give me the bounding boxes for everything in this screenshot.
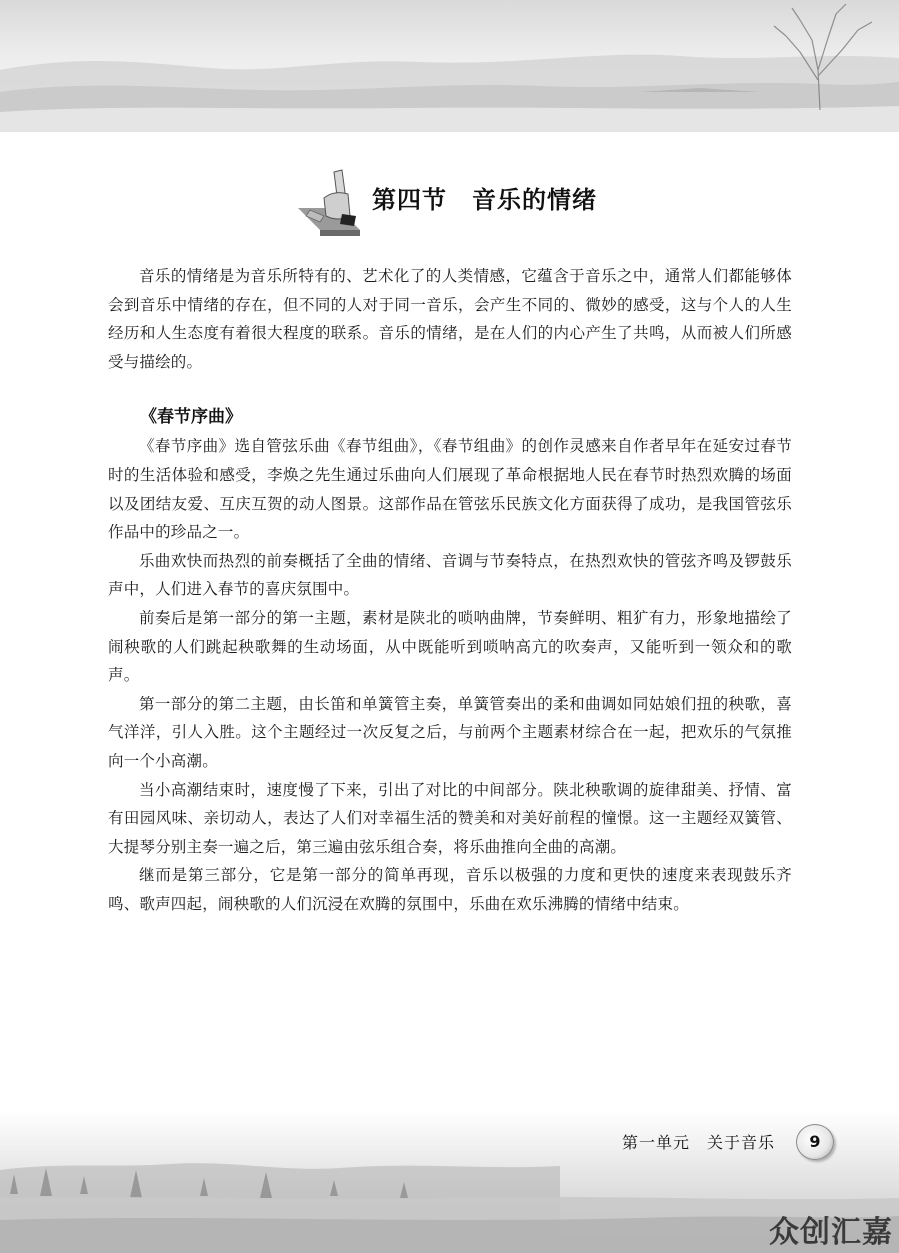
music-pointer-icon xyxy=(290,160,370,240)
body-paragraph: 当小高潮结束时，速度慢了下来，引出了对比的中间部分。陕北秧歌调的旋律甜美、抒情、富有田园风味、亲切动人，表达了人们对幸福生活的赞美和对美好前程的憧憬。这一主题经双簧管、大提琴分别主奏一遍之后，第三遍由弦乐组合奏，将乐曲推向全曲的高潮。 xyxy=(108,780,792,856)
page-title: 第四节 音乐的情绪 xyxy=(372,186,597,214)
piece-heading: 《春节序曲》 xyxy=(140,407,242,428)
body-paragraph: 第一部分的第二主题，由长笛和单簧管主奏，单簧管奏出的柔和曲调如同姑娘们扭的秧歌，喜气洋洋，引人入胜。这个主题经过一次反复之后，与前两个主题素材综合在一起，把欢乐的气氛推向一个小高潮。 xyxy=(108,694,792,770)
header-landscape-banner xyxy=(0,0,899,132)
body-paragraph: 《春节序曲》选自管弦乐曲《春节组曲》，《春节组曲》的创作灵感来自作者早年在延安过春节时的生活体验和感受，李焕之先生通过乐曲向人们展现了革命根据地人民在春节时热烈欢腾的场面以及团结友爱、互庆互贺的动人图景。这部作品在管弦乐民族文化方面获得了成功，是我国管弦乐作品中的珍品之一。 xyxy=(108,437,792,542)
landscape-illustration xyxy=(0,0,899,132)
article-body xyxy=(108,262,792,918)
watermark-text: 众创汇嘉 xyxy=(769,1215,893,1250)
page-number-badge: 9 xyxy=(796,1124,834,1160)
body-paragraph: 乐曲欢快而热烈的前奏概括了全曲的情绪、音调与节奏特点，在热烈欢快的管弦齐鸣及锣鼓乐声中，人们进入春节的喜庆氛围中。 xyxy=(108,551,792,599)
section-heading xyxy=(0,160,899,240)
intro-paragraph: 音乐的情绪是为音乐所特有的、艺术化了的人类情感，它蕴含于音乐之中，通常人们都能够体会到音乐中情绪的存在，但不同的人对于同一音乐，会产生不同的、微妙的感受，这与个人的人生经历和人生态度有着很大程度的联系。音乐的情绪，是在人们的内心产生了共鸣，从而被人们所感受与描绘的。 xyxy=(108,267,792,371)
unit-label: 第一单元 关于音乐 xyxy=(621,1133,775,1152)
body-paragraph: 前奏后是第一部分的第一主题，素材是陕北的唢呐曲牌，节奏鲜明、粗犷有力，形象地描绘了闹秧歌的人们跳起秧歌舞的生动场面，从中既能听到唢呐高亢的吹奏声，又能听到一领众和的歌声。 xyxy=(108,608,792,685)
body-paragraph: 继而是第三部分，它是第一部分的简单再现，音乐以极强的力度和更快的速度来表现鼓乐齐鸣、歌声四起，闹秧歌的人们沉浸在欢腾的氛围中，乐曲在欢乐沸腾的情绪中结束。 xyxy=(108,866,792,913)
